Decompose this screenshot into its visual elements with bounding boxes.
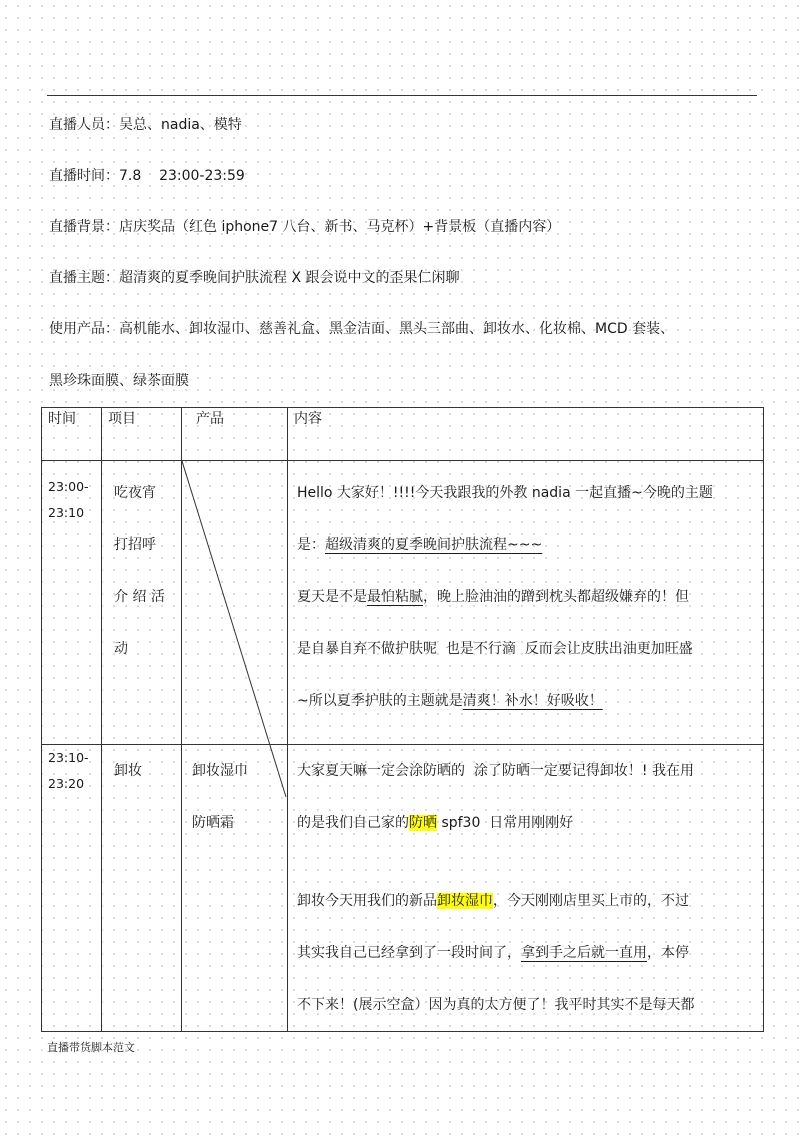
row1-line3-text-b: ，晚上脸油油的蹭到枕头都超级嫌弃的！但 [423,589,689,605]
script-table [41,407,764,1032]
header-products: 产品 [182,408,288,461]
products-label: 使用产品 ： [49,321,119,337]
products-line [49,320,674,338]
header-content: 内容 [288,408,764,461]
row1-line2-text: 是： [297,537,325,553]
row2-product-1: 卸妆湿巾 [192,763,248,779]
row1-content-line1: Hello 大家好！!!!!今天我跟我的外教 nadia 一起直播~今晚的主题 [297,485,713,501]
row2-time [42,745,102,1032]
row2-line4-text-a: 其实我自己已经拿到了一段时间了， [297,945,521,961]
row2-item [102,745,182,1032]
row1-line3-text-a: 夏天是不是 [297,589,367,605]
row1-content [288,461,764,745]
row1-content-line2 [297,519,753,571]
row1-content-line4: 是自暴自弃不做护肤呢 也是不行滴 反而会让皮肤出油更加旺盛 [297,641,693,657]
time-line [49,167,245,185]
row1-item [102,461,182,745]
row2-content-line5: 不下来！(展示空盒）因为真的太方便了！我平时其实不是每天都 [297,997,695,1013]
header-item: 项目 [102,408,182,461]
table-header-row [42,408,764,461]
row1-item-4: 动 [114,641,128,657]
row1-time [42,461,102,745]
products-value-cont: 黑珍珠面膜、绿茶面膜 [49,373,189,389]
hosts-label: 直播人员 ： [49,117,119,133]
theme-value: 超清爽的夏季晚间护肤流程 X 跟会说中文的歪果仁闲聊 [119,270,460,286]
row2-products [182,745,288,1032]
row1-item-3: 介 绍 活 [114,589,165,605]
row2-item-1: 卸妆 [114,763,142,779]
time-value: 7.8 23:00-23:59 [119,168,245,184]
background-value: 店庆奖品（红色 iphone7 八台、新书、马克杯）+背景板（直播内容） [119,219,561,235]
row2-line2-text-b: spf30 日常用刚刚好 [437,815,574,831]
row2-content-line2 [297,797,753,849]
row2-line3-highlight: 卸妆湿巾 [437,893,493,909]
table-row [42,461,764,745]
products-line-2 [49,372,189,390]
products-value: 高机能水、卸妆湿巾、慈善礼盒、黑金洁面、黑头三部曲、卸妆水、化妆棉、MCD 套装、 [119,321,675,337]
theme-line [49,269,460,287]
time-label: 直播时间 ： [49,168,119,184]
row1-item-1: 吃夜宵 [114,485,156,501]
row1-line2-underlined: 超级清爽的夏季晚间护肤流程~~~ [325,537,543,553]
row1-line5-text: ~所以夏季护肤的主题就是 [297,693,463,709]
hosts-value: 吴总、nadia、模特 [119,117,242,133]
row2-time-end: 23:20 [48,776,85,791]
row2-line4-underlined: 拿到手之后就一直用 [521,945,647,961]
header-time: 时间 [42,408,102,461]
paragraph-gap [297,849,753,875]
top-rule [47,95,757,96]
row2-content-line3 [297,875,753,927]
row2-content-line1: 大家夏天嘛一定会涂防晒的 涂了防晒一定要记得卸妆！! 我在用 [297,763,694,779]
row2-content-line4 [297,927,753,979]
hosts-line [49,116,242,134]
background-line [49,218,560,236]
background-label: 直播背景 ： [49,219,119,235]
theme-label: 直播主题 ： [49,270,119,286]
row2-product-2: 防晒霜 [192,815,234,831]
table-row [42,745,764,1032]
row2-line2-text-a: 的是我们自己家的 [297,815,409,831]
row1-time-start: 23:00- [48,479,89,494]
row1-line5-underlined: 清爽！补水！好吸收！ [462,693,603,709]
row1-content-line5 [297,675,753,727]
row1-content-line3 [297,571,753,623]
row2-time-start: 23:10- [48,750,89,765]
row1-line3-underlined: 最怕粘腻 [367,589,423,605]
row2-content [288,745,764,1032]
footer-caption: 直播带货脚本范文 [47,1041,135,1054]
row2-line2-highlight: 防晒 [409,815,437,831]
row1-products-empty [182,461,288,745]
row2-line3-text-b: ，今天刚刚店里买上市的，不过 [493,893,689,909]
row1-item-2: 打招呼 [114,537,156,553]
row1-time-end: 23:10 [48,505,85,520]
row2-line3-text-a: 卸妆今天用我们的新品 [297,893,437,909]
row2-line4-text-b: ，本停 [647,945,689,961]
